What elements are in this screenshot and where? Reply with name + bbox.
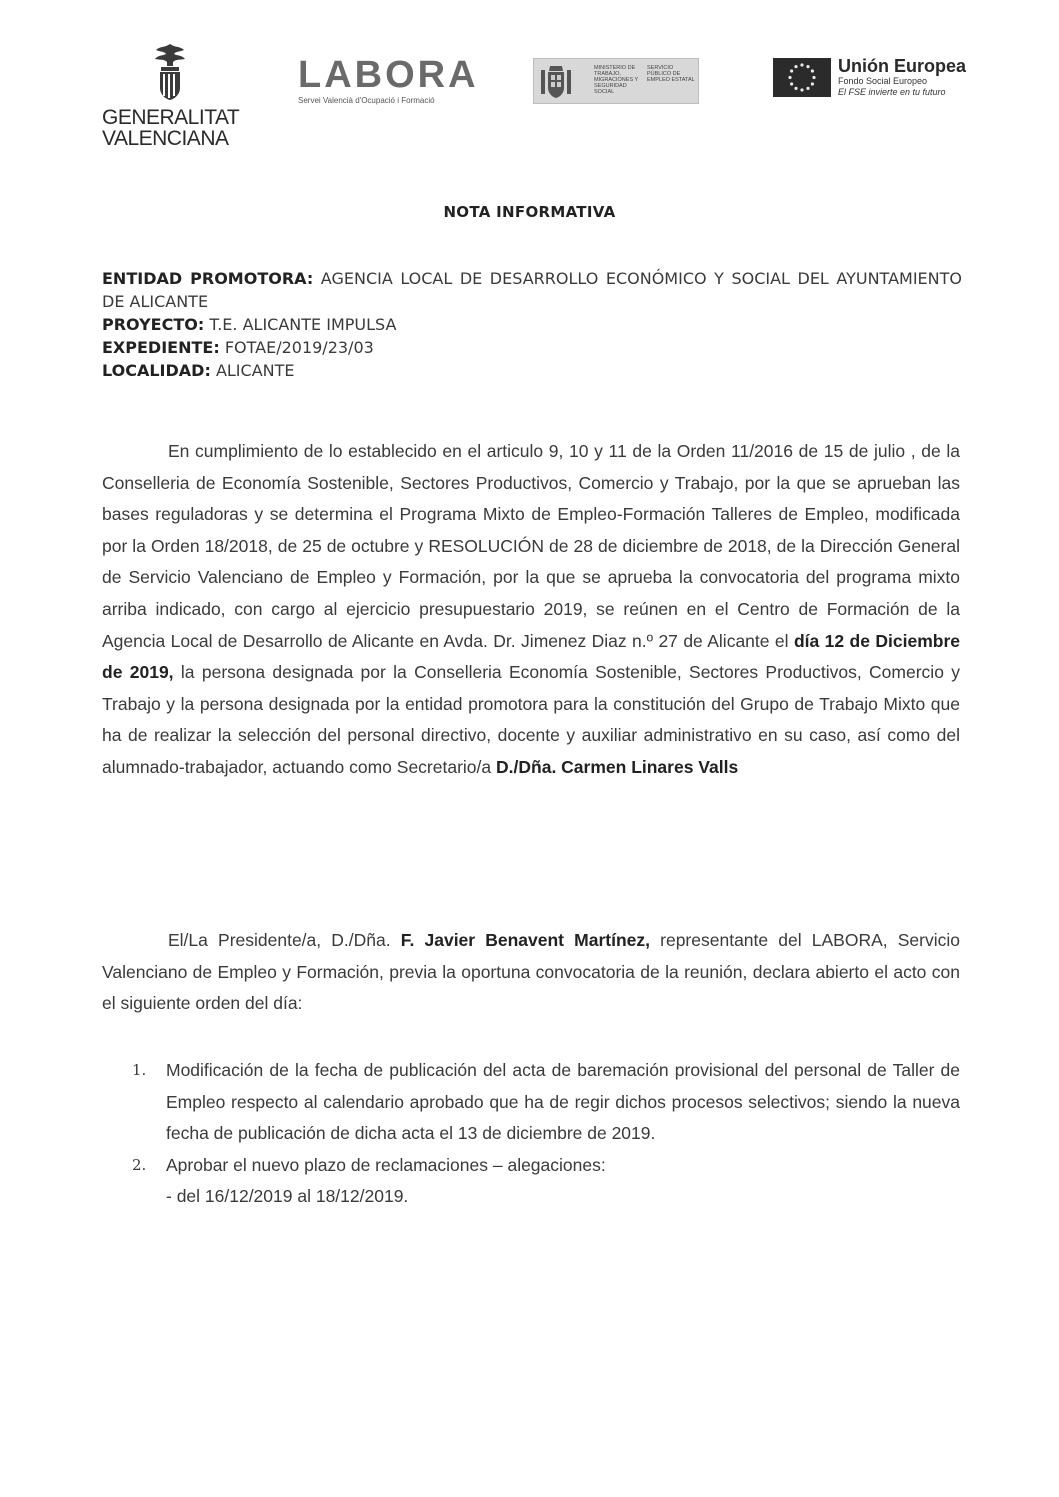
p1-text-c: la persona designada por la Conselleria Economía Sostenible, Sectores Productivos, Comercio y Trabajo y la persona designada por la entidad promotora para la constitución del Grupo de Trabajo Mixto que ha de realizar la selección del personal directivo, docente y auxiliar administrativo en su caso, así como del alumnado-trabajador, actuando como Secretario/a <box>102 662 961 777</box>
labora-logo <box>298 56 478 105</box>
generalitat-line2: VALENCIANA <box>102 127 229 150</box>
proyecto-value: T.E. ALICANTE IMPULSA <box>209 315 397 334</box>
ministerio-text: MINISTERIO DE TRABAJO, MIGRACIONES Y SEGURIDAD SOCIAL <box>594 65 639 95</box>
eu-logo-text <box>838 56 1038 98</box>
expediente-row <box>102 336 962 359</box>
proyecto-row <box>102 313 962 336</box>
list-item-subtext: - del 16/12/2019 al 18/12/2019. <box>166 1186 409 1207</box>
paragraph-cumplimiento <box>102 436 960 784</box>
entidad-value: AGENCIA LOCAL DE DESARROLLO ECONÓMICO Y SOCIAL DEL AYUNTAMIENTO DE ALICANTE <box>102 269 962 311</box>
labora-subtitle: Servei Valencià d'Ocupació i Formació <box>298 96 435 105</box>
proyecto-label: PROYECTO: <box>102 315 205 334</box>
entidad-label: ENTIDAD PROMOTORA: <box>102 269 314 288</box>
sepe-text: SERVICIO PÚBLICO DE EMPLEO ESTATAL <box>647 65 695 83</box>
p1-text-a: En cumplimiento de lo establecido en el articulo 9, 10 y 11 de la Orden 11/2016 de 15 de julio , de la Conselleria de Economía Sostenible, Sectores Productivos, Comercio y Trabajo, por la que se aprueban las bases reguladoras y se determina el Programa Mixto de Empleo-Formación Talleres de Empleo, modificada por la Orden 18/2018, de 25 de octubre y RESOLUCIÓN de 28 de diciembre de 2018, de la Dirección General de Servicio Valenciano de Empleo y Formación, por la que se aprueba la convocatoria del programa mixto arriba indicado, con cargo al ejercicio presupuestario 2019, se reúnen en el Centro de Formación de la Agencia Local de Desarrollo de Alicante en Avda. Dr. Jimenez Diaz n.º 27 de Alicante el <box>102 441 960 651</box>
document-meta <box>102 267 962 382</box>
p2-text-a: El/La Presidente/a, D./Dña. <box>168 930 391 950</box>
gobierno-espana-logo <box>533 58 699 104</box>
list-item <box>102 1055 960 1150</box>
eu-flag-icon <box>773 58 831 97</box>
document-title: NOTA INFORMATIVA <box>443 203 616 221</box>
eu-stars-icon <box>773 58 831 97</box>
list-item <box>102 1150 960 1213</box>
eu-fondo-social: Fondo Social Europeo <box>838 76 928 86</box>
localidad-value: ALICANTE <box>215 361 295 380</box>
expediente-value: FOTAE/2019/23/03 <box>224 338 374 357</box>
p1-secretario: D./Dña. Carmen Linares Valls <box>496 756 739 777</box>
list-item-number: 2. <box>132 1155 147 1174</box>
expediente-label: EXPEDIENTE: <box>102 338 220 357</box>
generalitat-line1: GENERALITAT <box>102 106 240 129</box>
paragraph-presidente <box>102 925 960 1020</box>
eu-title: Unión Europea <box>838 56 967 76</box>
p2-presidente: F. Javier Benavent Martínez, <box>400 930 650 950</box>
labora-title: LABORA <box>298 54 479 96</box>
list-item-text: Modificación de la fecha de publicación del acta de baremación provisional del personal de Taller de Empleo respecto al calendario aprobado que ha de regir dichos procesos selectivos; siendo la nueva fecha de publicación de dicha acta el 13 de diciembre de 2019. <box>166 1060 960 1144</box>
localidad-label: LOCALIDAD: <box>102 361 211 380</box>
generalitat-emblem-icon <box>150 42 190 102</box>
list-item-text: Aprobar el nuevo plazo de reclamaciones – alegaciones: <box>166 1154 606 1175</box>
list-item-number: 1. <box>132 1061 147 1079</box>
localidad-row <box>102 359 962 382</box>
spain-crest-icon <box>539 62 573 100</box>
orden-del-dia-list <box>102 1055 960 1213</box>
eu-slogan: El FSE invierte en tu futuro <box>838 87 946 97</box>
p1-date: día 12 de Diciembre de 2019, <box>102 630 960 683</box>
p2-text-c: representante del LABORA, Servicio Valenciano de Empleo y Formación, previa la oportuna convocatoria de la reunión, declara abierto el acto con el siguiente orden del día: <box>102 930 960 1014</box>
entidad-promotora-row <box>102 267 962 313</box>
